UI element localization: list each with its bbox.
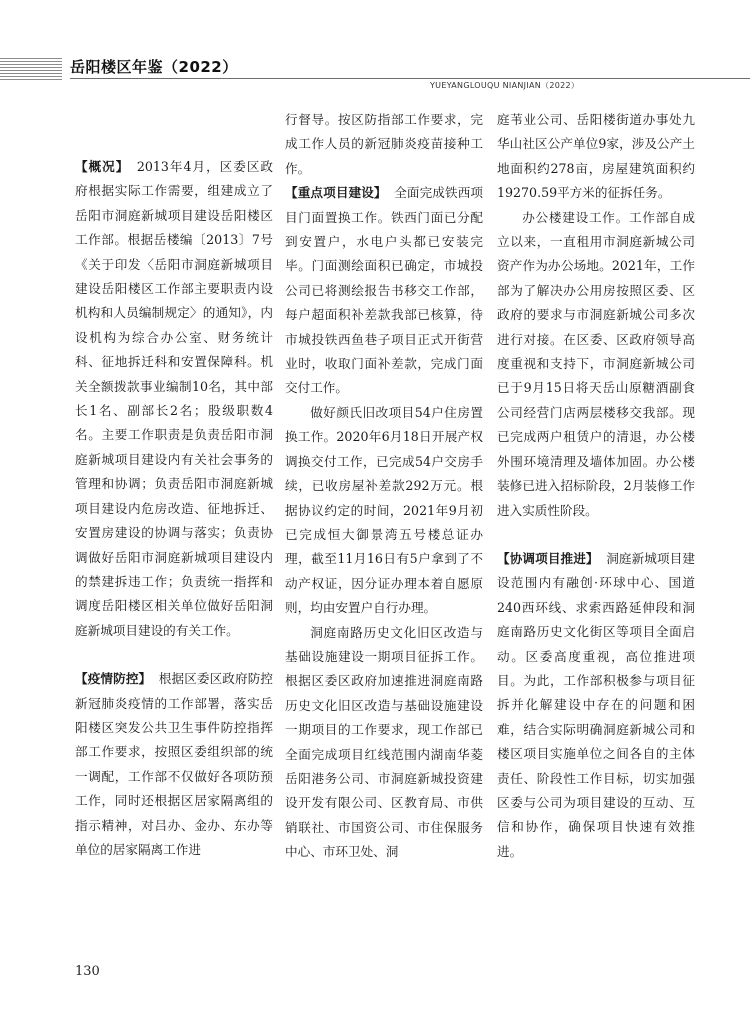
book-subtitle: YUEYANGLOUQU NIANJIAN（2022） [430,81,580,90]
column-1 [75,155,273,862]
book-title: 岳阳楼区年鉴（2022） [70,58,238,76]
key-projects-paragraph-3-continued: 庭苇业公司、岳阳楼街道办事处九华山社区公产单位9家，涉及公产土地面积约278亩，房屋建筑面积约19270.59平方米的征拆任务。 [497,112,695,201]
key-projects-paragraph-2: 做好颜氏旧改项目54户住房置换工作。2020年6月18日开展产权调换交付工作，已完成54户交房手续，已收房屋补差款292万元。根据协议约定的时间，2021年9月初已完成恒大御景湾五号楼总证办理，截至11月16日有5户拿到了不动产权证，因分证办理本着自愿原则，均由安置户自行办理。 [285,404,483,616]
key-projects-heading: 【重点项目建设】 [285,185,387,201]
coordination-paragraph [497,547,695,864]
overview-paragraph [75,155,273,643]
section-gap [75,643,273,667]
epidemic-text-a: 根据区委区政府防控新冠肺炎疫情的工作部署，落实岳阳楼区突发公共卫生事件防控指挥部工作要求，按照区委组织部的统一调配，工作部不仅做好各项防预工作，同时还根据区居家隔离组的指示精神，对吕办、金办、东办等单位的居家隔离工作进 [75,671,274,857]
coordination-heading: 【协调项目推进】 [497,550,599,566]
overview-text: 2013年4月，区委区政府根据实际工作需要，组建成立了岳阳市洞庭新城项目建设岳阳楼区工作部。根据岳楼编〔2013〕7号《关于印发〈岳阳市洞庭新城项目建设岳阳楼区工作部主要职责内设机构和人员编制规定〉的通知》，内设机构为综合办公室、财务统计科、征地拆迁科和安置保障科。机关全额拨款事业编制10名，其中部长1名、副部长2名；股级职数4名。主要工作职责是负责岳阳市洞庭新城项目建设内有关社会事务的管理和协调；负责岳阳市洞庭新城项目建设内危房改造、征地拆迁、安置房建设的协调与落实；负责协调做好岳阳市洞庭新城项目建设内的禁建拆违工作；负责统一指挥和调度岳阳楼区相关单位做好岳阳洞庭新城项目建设的有关工作。 [75,159,273,638]
header-rule [70,78,750,79]
overview-heading: 【概况】 [75,159,130,174]
key-projects-text: 全面完成铁西项目门面置换工作。铁西门面已分配到安置户，水电户头都已安装完毕。门面测绘面积已确定，市城投公司已将测绘报告书移交工作部，每户超面积补差款我部已核算，待市城投铁西鱼巷子项目正式开街营业时，收取门面补差款，完成门面交付工作。 [285,185,484,396]
coordination-text: 洞庭新城项目建设范围内有融创·环球中心、国道240西环线、求索西路延伸段和洞庭南路历史文化街区等项目全面启动。区委高度重视，高位推进项目。为此，工作部积极参与项目征拆并化解建设中存在的问题和困难，结合实际明确洞庭新城公司和楼区项目实施单位之间各自的主体责任、阶段性工作目标，切实加强区委与公司为项目建设的互动、互信和协作，确保项目快速有效推进。 [497,550,696,859]
page-number: 130 [75,964,100,979]
column-3 [497,108,695,864]
section-gap [497,523,695,547]
header-stripes [0,58,62,80]
epidemic-paragraph [75,667,273,862]
epidemic-heading: 【疫情防控】 [75,671,152,687]
key-projects-paragraph [285,181,483,401]
key-projects-paragraph-3: 洞庭南路历史文化旧区改造与基础设施建设一期项目征拆工作。根据区委区政府加速推进洞庭南路历史文化旧区改造与基础设施建设一期项目的工作要求，现工作部已全面完成项目红线范围内湖南华菱岳阳港务公司、市洞庭新城投资建设开发有限公司、区教育局、市供销联社、市国资公司、市住保服务中心、市环卫处、洞 [285,624,483,860]
key-projects-paragraph-4: 办公楼建设工作。工作部自成立以来，一直租用市洞庭新城公司资产作为办公场地。2021年，工作部为了解决办公用房按照区委、区政府的要求与市洞庭新城公司多次进行对接。在区委、区政府领导高度重视和支持下，市洞庭新城公司已于9月15日将天岳山原糖酒副食公司经营门店两层楼移交我部。现已完成两户租赁户的清退，办公楼外围环境清理及墙体加固。办公楼装修已进入招标阶段，2月装修工作进入实质性阶段。 [497,209,695,518]
column-2 [285,108,483,865]
epidemic-continued: 行督导。按区防指部工作要求，完成工作人员的新冠肺炎疫苗接种工作。 [285,112,483,176]
